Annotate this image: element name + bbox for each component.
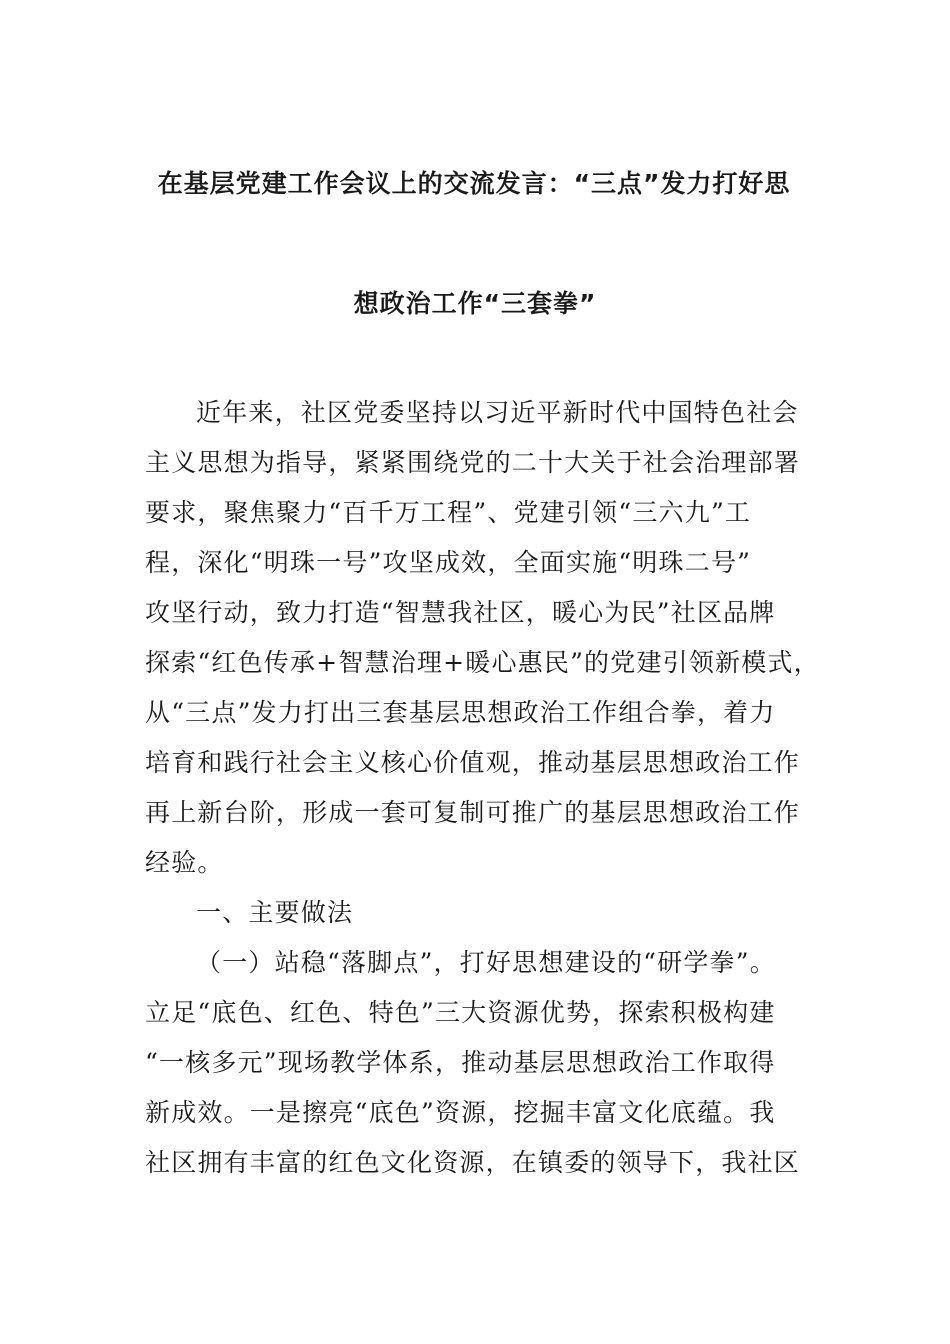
paragraph-line: “一核多元”现场教学体系，推动基层思想政治工作取得 — [145, 1048, 776, 1077]
document-title-line-1: 在基层党建工作会议上的交流发言：“三点”发力打好思 — [157, 169, 791, 198]
paragraph-line: 培育和践行社会主义核心价值观，推动基层思想政治工作 — [145, 748, 801, 777]
section-heading: 一、主要做法 — [196, 898, 354, 927]
paragraph-line: 社区拥有丰富的红色文化资源，在镇委的领导下，我社区 — [145, 1148, 801, 1177]
subsection-heading-line: （一）站稳“落脚点”，打好思想建设的“研学拳”。 — [196, 948, 776, 977]
paragraph-line: 从“三点”发力打出三套基层思想政治工作组合拳，着力 — [145, 698, 776, 727]
paragraph-line: 要求，聚焦聚力“百千万工程”、党建引领“三六九”工 — [145, 498, 752, 527]
paragraph-line: 再上新台阶，形成一套可复制可推广的基层思想政治工作 — [145, 798, 801, 827]
paragraph-line: 攻坚行动，致力打造“智慧我社区，暖心为民”社区品牌 — [145, 598, 776, 627]
paragraph-line: 探索“红色传承+智慧治理+暖心惠民”的党建引领新模式， — [145, 648, 820, 677]
paragraph-line: 主义思想为指导，紧紧围绕党的二十大关于社会治理部署 — [145, 448, 801, 477]
paragraph-line: 立足“底色、红色、特色”三大资源优势，探索积极构建 — [145, 998, 776, 1027]
paragraph-line: 新成效。一是擦亮“底色”资源，挖掘丰富文化底蕴。我 — [145, 1098, 776, 1127]
document-title-line-2: 想政治工作“三套拳” — [353, 289, 597, 318]
paragraph-line: 近年来，社区党委坚持以习近平新时代中国特色社会 — [196, 398, 799, 427]
paragraph-line: 经验。 — [145, 848, 224, 877]
paragraph-line: 程，深化“明珠一号”攻坚成效，全面实施“明珠二号” — [145, 548, 752, 577]
